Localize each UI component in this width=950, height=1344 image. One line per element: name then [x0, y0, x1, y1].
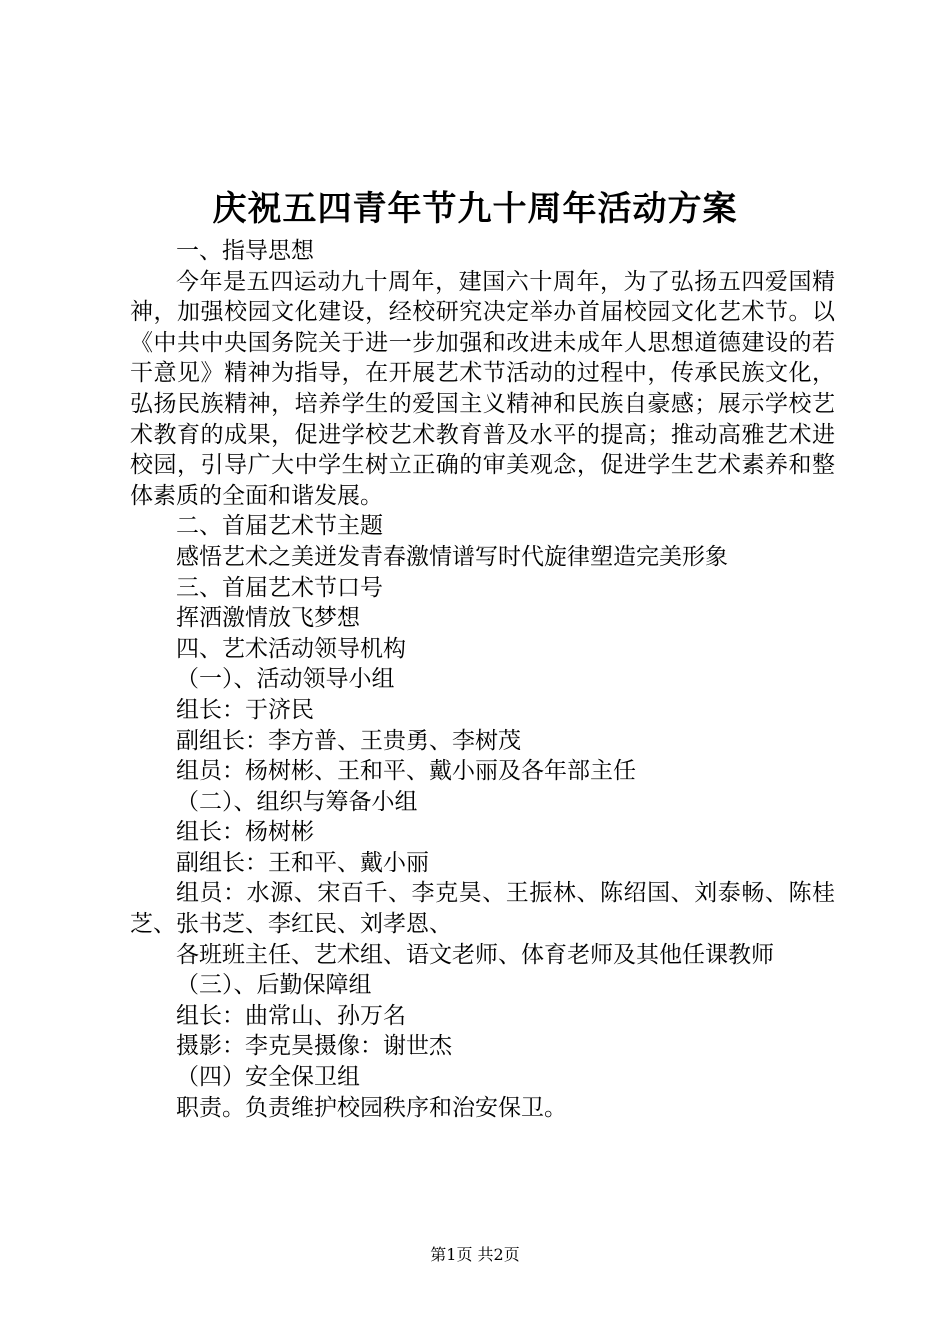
list-item: 各班班主任、艺术组、语文老师、体育老师及其他任课教师	[176, 941, 774, 968]
list-item: 组员：水源、宋百千、李克昊、王振林、陈绍国、刘泰畅、陈桂芝、张书芝、李红民、刘孝恩、	[130, 880, 835, 938]
document-body	[130, 236, 835, 1123]
section-heading: 三、首届艺术节口号	[176, 574, 383, 601]
subsection-heading: （一）、活动领导小组	[176, 666, 395, 693]
list-item: 组长：曲常山、孙万名	[176, 1002, 406, 1029]
subsection-heading: （三）、后勤保障组	[176, 972, 372, 999]
list-item: 组长：杨树彬	[176, 819, 314, 846]
subsection-heading: （二）、组织与筹备小组	[176, 788, 418, 815]
body-paragraph: 挥洒激情放飞梦想	[176, 605, 360, 632]
section-heading: 二、首届艺术节主题	[176, 513, 383, 540]
section-heading: 四、艺术活动领导机构	[176, 635, 406, 662]
body-paragraph: 今年是五四运动九十周年，建国六十周年，为了弘扬五四爱国精神，加强校园文化建设，经校研究决定举办首届校园文化艺术节。以《中共中央国务院关于进一步加强和改进未成年人思想道德建设的若干意见》精神为指导，在开展艺术节活动的过程中，传承民族文化，弘扬民族精神，培养学生的爱国主义精神和民族自豪感；展示学校艺术教育的成果，促进学校艺术教育普及水平的提高；推动高雅艺术进校园，引导广大中学生树立正确的审美观念，促进学生艺术素养和整体素质的全面和谐发展。	[130, 268, 835, 509]
list-item: 副组长：李方普、王贵勇、李树茂	[176, 727, 521, 754]
page-footer: 第1页 共2页	[430, 1245, 520, 1264]
subsection-heading: （四）安全保卫组	[176, 1064, 360, 1091]
list-item: 组长：于济民	[176, 696, 314, 723]
list-item: 摄影：李克昊摄像：谢世杰	[176, 1033, 452, 1060]
section-heading: 一、指导思想	[176, 238, 314, 264]
document-title: 庆祝五四青年节九十周年活动方案	[212, 189, 738, 229]
list-item: 组员：杨树彬、王和平、戴小丽及各年部主任	[176, 758, 636, 785]
body-paragraph: 感悟艺术之美迸发青春激情谱写时代旋律塑造完美形象	[176, 543, 728, 570]
list-item: 职责。负责维护校园秩序和治安保卫。	[176, 1094, 567, 1121]
list-item: 副组长：王和平、戴小丽	[176, 849, 429, 876]
